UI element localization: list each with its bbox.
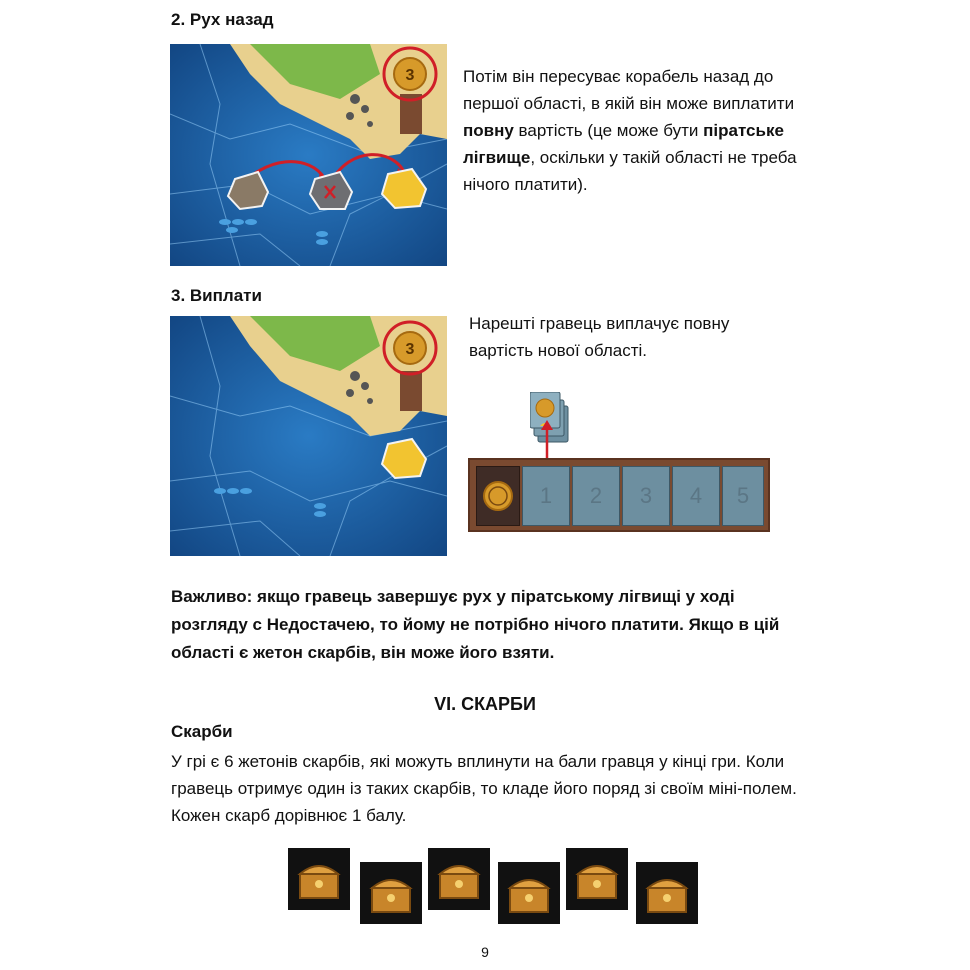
treasure-tokens (286, 840, 706, 930)
track-slot-1: 1 (522, 466, 570, 526)
map-illustration-payment (170, 316, 447, 556)
step2-text: Потім він пересуває корабель назад до першої області, в якій він може виплатити повну вартість (це може бути піратське лігвище, оскільки у такій області не треба нічого платити). (463, 67, 797, 194)
treasure-token-icon (564, 846, 630, 912)
track-start-slot (476, 466, 520, 526)
step2-heading: 2. Рух назад (171, 10, 274, 29)
important-note: Важливо: якщо гравець завершує рух у піратському лігвищі у ході розгляду с Недостачею, то йому не потрібно нічого платити. Якщо в цій області є жетон скарбів, він може його взяти. (171, 587, 780, 662)
section-title: VI. СКАРБИ (434, 694, 536, 714)
track-slot-3: 3 (622, 466, 670, 526)
track-slot-2: 2 (572, 466, 620, 526)
treasure-token-icon (286, 846, 352, 912)
page-number: 9 (481, 944, 489, 960)
svg-text:3: 3 (405, 341, 415, 358)
step3-text: Нарешті гравець виплачує повну вартість нової області. (469, 314, 730, 360)
svg-text:3: 3 (405, 67, 415, 84)
step3-heading: 3. Виплати (171, 286, 262, 305)
treasure-token-icon (358, 860, 424, 926)
treasure-token-icon (634, 860, 700, 926)
payment-track (468, 458, 770, 532)
track-slot-5: 5 (722, 466, 764, 526)
treasure-token-icon (426, 846, 492, 912)
map-illustration-move-back (170, 44, 447, 266)
treasure-token-icon (496, 860, 562, 926)
section-subheading: Скарби (171, 722, 233, 741)
track-slot-4: 4 (672, 466, 720, 526)
section-text: У грі є 6 жетонів скарбів, які можуть вплинути на бали гравця у кінці гри. Коли гравець отримує один із таких скарбів, то кладе його поряд зі своїм міні-полем. Кожен скарб дорівнює 1 балу. (171, 752, 797, 825)
